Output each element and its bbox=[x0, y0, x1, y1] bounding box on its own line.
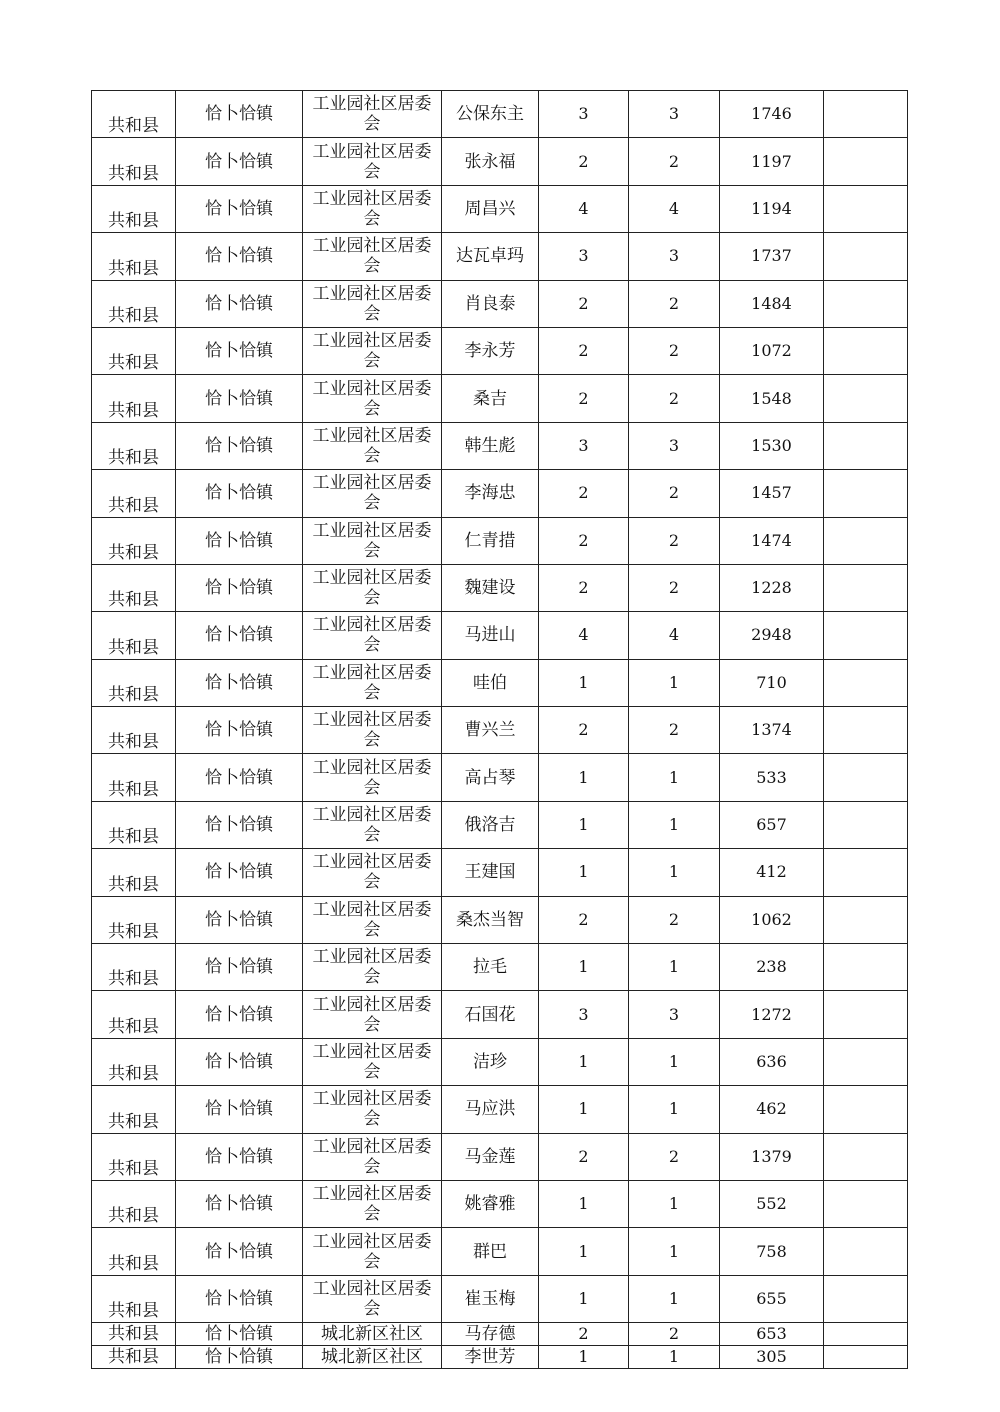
amount-cell: 412 bbox=[720, 849, 824, 896]
village-cell: 工业园社区居委会 bbox=[303, 327, 442, 374]
village-cell: 工业园社区居委会 bbox=[303, 707, 442, 754]
table-row bbox=[92, 896, 908, 943]
town-cell: 恰卜恰镇 bbox=[176, 659, 303, 706]
household-count-cell: 2 bbox=[539, 564, 629, 611]
county-cell: 共和县 bbox=[92, 1346, 176, 1369]
table-row bbox=[92, 1180, 908, 1227]
note-cell bbox=[824, 375, 908, 422]
note-cell bbox=[824, 944, 908, 991]
county-cell: 共和县 bbox=[92, 564, 176, 611]
person-count-cell: 3 bbox=[629, 233, 720, 280]
person-count-cell: 3 bbox=[629, 422, 720, 469]
person-count-cell: 2 bbox=[629, 375, 720, 422]
amount-cell: 710 bbox=[720, 659, 824, 706]
note-cell bbox=[824, 1275, 908, 1322]
name-cell: 李永芳 bbox=[442, 327, 539, 374]
town-cell: 恰卜恰镇 bbox=[176, 233, 303, 280]
amount-cell: 1379 bbox=[720, 1133, 824, 1180]
town-cell: 恰卜恰镇 bbox=[176, 1275, 303, 1322]
amount-cell: 2948 bbox=[720, 612, 824, 659]
note-cell bbox=[824, 422, 908, 469]
note-cell bbox=[824, 470, 908, 517]
table-row bbox=[92, 707, 908, 754]
town-cell: 恰卜恰镇 bbox=[176, 138, 303, 185]
person-count-cell: 2 bbox=[629, 327, 720, 374]
town-cell: 恰卜恰镇 bbox=[176, 1180, 303, 1227]
town-cell: 恰卜恰镇 bbox=[176, 1323, 303, 1346]
person-count-cell: 3 bbox=[629, 991, 720, 1038]
county-cell: 共和县 bbox=[92, 896, 176, 943]
person-count-cell: 2 bbox=[629, 470, 720, 517]
amount-cell: 1197 bbox=[720, 138, 824, 185]
amount-cell: 238 bbox=[720, 944, 824, 991]
town-cell: 恰卜恰镇 bbox=[176, 1038, 303, 1085]
amount-cell: 1474 bbox=[720, 517, 824, 564]
amount-cell: 305 bbox=[720, 1346, 824, 1369]
name-cell: 高占琴 bbox=[442, 754, 539, 801]
village-cell: 工业园社区居委会 bbox=[303, 1180, 442, 1227]
village-cell: 工业园社区居委会 bbox=[303, 1133, 442, 1180]
village-cell: 工业园社区居委会 bbox=[303, 91, 442, 138]
household-count-cell: 2 bbox=[539, 327, 629, 374]
county-cell: 共和县 bbox=[92, 91, 176, 138]
town-cell: 恰卜恰镇 bbox=[176, 944, 303, 991]
village-cell: 工业园社区居委会 bbox=[303, 1275, 442, 1322]
county-cell: 共和县 bbox=[92, 849, 176, 896]
amount-cell: 552 bbox=[720, 1180, 824, 1227]
town-cell: 恰卜恰镇 bbox=[176, 422, 303, 469]
note-cell bbox=[824, 1346, 908, 1369]
village-cell: 工业园社区居委会 bbox=[303, 280, 442, 327]
person-count-cell: 2 bbox=[629, 280, 720, 327]
name-cell: 肖良泰 bbox=[442, 280, 539, 327]
person-count-cell: 1 bbox=[629, 754, 720, 801]
name-cell: 马存德 bbox=[442, 1323, 539, 1346]
name-cell: 哇伯 bbox=[442, 659, 539, 706]
county-cell: 共和县 bbox=[92, 991, 176, 1038]
household-count-cell: 3 bbox=[539, 91, 629, 138]
amount-cell: 533 bbox=[720, 754, 824, 801]
county-cell: 共和县 bbox=[92, 138, 176, 185]
village-cell: 工业园社区居委会 bbox=[303, 375, 442, 422]
table-row bbox=[92, 754, 908, 801]
household-count-cell: 1 bbox=[539, 849, 629, 896]
household-count-cell: 2 bbox=[539, 280, 629, 327]
table-row bbox=[92, 801, 908, 848]
name-cell: 桑吉 bbox=[442, 375, 539, 422]
town-cell: 恰卜恰镇 bbox=[176, 327, 303, 374]
table-row bbox=[92, 233, 908, 280]
person-count-cell: 1 bbox=[629, 1038, 720, 1085]
person-count-cell: 2 bbox=[629, 564, 720, 611]
village-cell: 工业园社区居委会 bbox=[303, 1086, 442, 1133]
household-count-cell: 2 bbox=[539, 375, 629, 422]
village-cell: 工业园社区居委会 bbox=[303, 659, 442, 706]
note-cell bbox=[824, 754, 908, 801]
household-count-cell: 3 bbox=[539, 991, 629, 1038]
note-cell bbox=[824, 801, 908, 848]
household-count-cell: 1 bbox=[539, 659, 629, 706]
table-row bbox=[92, 991, 908, 1038]
village-cell: 工业园社区居委会 bbox=[303, 1228, 442, 1275]
household-count-cell: 1 bbox=[539, 1180, 629, 1227]
table-row bbox=[92, 1038, 908, 1085]
county-cell: 共和县 bbox=[92, 1275, 176, 1322]
amount-cell: 758 bbox=[720, 1228, 824, 1275]
table-row bbox=[92, 280, 908, 327]
county-cell: 共和县 bbox=[92, 422, 176, 469]
person-count-cell: 2 bbox=[629, 707, 720, 754]
household-count-cell: 1 bbox=[539, 1038, 629, 1085]
table-row bbox=[92, 1323, 908, 1346]
name-cell: 达瓦卓玛 bbox=[442, 233, 539, 280]
county-cell: 共和县 bbox=[92, 1180, 176, 1227]
town-cell: 恰卜恰镇 bbox=[176, 470, 303, 517]
note-cell bbox=[824, 517, 908, 564]
note-cell bbox=[824, 896, 908, 943]
village-cell: 工业园社区居委会 bbox=[303, 517, 442, 564]
note-cell bbox=[824, 1086, 908, 1133]
person-count-cell: 3 bbox=[629, 91, 720, 138]
name-cell: 张永福 bbox=[442, 138, 539, 185]
town-cell: 恰卜恰镇 bbox=[176, 1133, 303, 1180]
town-cell: 恰卜恰镇 bbox=[176, 280, 303, 327]
table-row bbox=[92, 1228, 908, 1275]
table-row bbox=[92, 1275, 908, 1322]
town-cell: 恰卜恰镇 bbox=[176, 91, 303, 138]
household-count-cell: 2 bbox=[539, 517, 629, 564]
table-row bbox=[92, 564, 908, 611]
village-cell: 城北新区社区 bbox=[303, 1323, 442, 1346]
name-cell: 拉毛 bbox=[442, 944, 539, 991]
household-count-cell: 2 bbox=[539, 470, 629, 517]
note-cell bbox=[824, 612, 908, 659]
table-row bbox=[92, 470, 908, 517]
household-count-cell: 3 bbox=[539, 233, 629, 280]
household-count-cell: 4 bbox=[539, 185, 629, 232]
person-count-cell: 2 bbox=[629, 138, 720, 185]
household-count-cell: 2 bbox=[539, 1133, 629, 1180]
name-cell: 群巴 bbox=[442, 1228, 539, 1275]
village-cell: 工业园社区居委会 bbox=[303, 991, 442, 1038]
table-row bbox=[92, 185, 908, 232]
name-cell: 桑杰当智 bbox=[442, 896, 539, 943]
county-cell: 共和县 bbox=[92, 280, 176, 327]
note-cell bbox=[824, 1180, 908, 1227]
county-cell: 共和县 bbox=[92, 375, 176, 422]
amount-cell: 657 bbox=[720, 801, 824, 848]
amount-cell: 1228 bbox=[720, 564, 824, 611]
town-cell: 恰卜恰镇 bbox=[176, 1086, 303, 1133]
person-count-cell: 1 bbox=[629, 801, 720, 848]
village-cell: 工业园社区居委会 bbox=[303, 422, 442, 469]
person-count-cell: 1 bbox=[629, 659, 720, 706]
town-cell: 恰卜恰镇 bbox=[176, 564, 303, 611]
amount-cell: 1737 bbox=[720, 233, 824, 280]
town-cell: 恰卜恰镇 bbox=[176, 185, 303, 232]
note-cell bbox=[824, 138, 908, 185]
person-count-cell: 1 bbox=[629, 849, 720, 896]
village-cell: 工业园社区居委会 bbox=[303, 754, 442, 801]
name-cell: 马金莲 bbox=[442, 1133, 539, 1180]
table-row bbox=[92, 1086, 908, 1133]
person-count-cell: 2 bbox=[629, 896, 720, 943]
note-cell bbox=[824, 91, 908, 138]
village-cell: 工业园社区居委会 bbox=[303, 233, 442, 280]
household-count-cell: 2 bbox=[539, 1323, 629, 1346]
name-cell: 李世芳 bbox=[442, 1346, 539, 1369]
person-count-cell: 1 bbox=[629, 944, 720, 991]
name-cell: 周昌兴 bbox=[442, 185, 539, 232]
county-cell: 共和县 bbox=[92, 233, 176, 280]
household-count-cell: 4 bbox=[539, 612, 629, 659]
note-cell bbox=[824, 280, 908, 327]
county-cell: 共和县 bbox=[92, 517, 176, 564]
person-count-cell: 2 bbox=[629, 1323, 720, 1346]
table-row bbox=[92, 327, 908, 374]
county-cell: 共和县 bbox=[92, 944, 176, 991]
name-cell: 姚睿雅 bbox=[442, 1180, 539, 1227]
amount-cell: 1374 bbox=[720, 707, 824, 754]
town-cell: 恰卜恰镇 bbox=[176, 517, 303, 564]
county-cell: 共和县 bbox=[92, 612, 176, 659]
county-cell: 共和县 bbox=[92, 1038, 176, 1085]
town-cell: 恰卜恰镇 bbox=[176, 896, 303, 943]
name-cell: 仁青措 bbox=[442, 517, 539, 564]
town-cell: 恰卜恰镇 bbox=[176, 754, 303, 801]
amount-cell: 636 bbox=[720, 1038, 824, 1085]
household-count-cell: 2 bbox=[539, 707, 629, 754]
person-count-cell: 2 bbox=[629, 517, 720, 564]
village-cell: 工业园社区居委会 bbox=[303, 1038, 442, 1085]
household-count-cell: 1 bbox=[539, 944, 629, 991]
name-cell: 王建国 bbox=[442, 849, 539, 896]
note-cell bbox=[824, 707, 908, 754]
amount-cell: 1457 bbox=[720, 470, 824, 517]
note-cell bbox=[824, 991, 908, 1038]
county-cell: 共和县 bbox=[92, 801, 176, 848]
county-cell: 共和县 bbox=[92, 327, 176, 374]
name-cell: 崔玉梅 bbox=[442, 1275, 539, 1322]
table-row bbox=[92, 138, 908, 185]
county-cell: 共和县 bbox=[92, 659, 176, 706]
person-count-cell: 4 bbox=[629, 612, 720, 659]
town-cell: 恰卜恰镇 bbox=[176, 707, 303, 754]
name-cell: 魏建设 bbox=[442, 564, 539, 611]
table-body bbox=[92, 91, 908, 1369]
household-count-cell: 1 bbox=[539, 1275, 629, 1322]
amount-cell: 1272 bbox=[720, 991, 824, 1038]
note-cell bbox=[824, 1133, 908, 1180]
amount-cell: 1484 bbox=[720, 280, 824, 327]
note-cell bbox=[824, 1228, 908, 1275]
amount-cell: 1746 bbox=[720, 91, 824, 138]
name-cell: 李海忠 bbox=[442, 470, 539, 517]
amount-cell: 655 bbox=[720, 1275, 824, 1322]
village-cell: 工业园社区居委会 bbox=[303, 185, 442, 232]
person-count-cell: 1 bbox=[629, 1228, 720, 1275]
village-cell: 工业园社区居委会 bbox=[303, 564, 442, 611]
household-count-cell: 1 bbox=[539, 1228, 629, 1275]
note-cell bbox=[824, 1323, 908, 1346]
county-cell: 共和县 bbox=[92, 754, 176, 801]
household-count-cell: 1 bbox=[539, 801, 629, 848]
table-row bbox=[92, 91, 908, 138]
household-count-cell: 1 bbox=[539, 754, 629, 801]
name-cell: 韩生彪 bbox=[442, 422, 539, 469]
table-row bbox=[92, 612, 908, 659]
household-count-cell: 2 bbox=[539, 138, 629, 185]
note-cell bbox=[824, 185, 908, 232]
village-cell: 工业园社区居委会 bbox=[303, 138, 442, 185]
county-cell: 共和县 bbox=[92, 1133, 176, 1180]
person-count-cell: 1 bbox=[629, 1180, 720, 1227]
town-cell: 恰卜恰镇 bbox=[176, 612, 303, 659]
amount-cell: 1194 bbox=[720, 185, 824, 232]
person-count-cell: 4 bbox=[629, 185, 720, 232]
village-cell: 工业园社区居委会 bbox=[303, 470, 442, 517]
village-cell: 城北新区社区 bbox=[303, 1346, 442, 1369]
person-count-cell: 2 bbox=[629, 1133, 720, 1180]
county-cell: 共和县 bbox=[92, 185, 176, 232]
village-cell: 工业园社区居委会 bbox=[303, 612, 442, 659]
note-cell bbox=[824, 564, 908, 611]
table-row bbox=[92, 1346, 908, 1369]
person-count-cell: 1 bbox=[629, 1086, 720, 1133]
note-cell bbox=[824, 1038, 908, 1085]
village-cell: 工业园社区居委会 bbox=[303, 896, 442, 943]
amount-cell: 1548 bbox=[720, 375, 824, 422]
town-cell: 恰卜恰镇 bbox=[176, 375, 303, 422]
table-row bbox=[92, 944, 908, 991]
table-row bbox=[92, 849, 908, 896]
county-cell: 共和县 bbox=[92, 707, 176, 754]
note-cell bbox=[824, 233, 908, 280]
note-cell bbox=[824, 659, 908, 706]
county-cell: 共和县 bbox=[92, 1086, 176, 1133]
county-cell: 共和县 bbox=[92, 470, 176, 517]
amount-cell: 462 bbox=[720, 1086, 824, 1133]
name-cell: 石国花 bbox=[442, 991, 539, 1038]
county-cell: 共和县 bbox=[92, 1323, 176, 1346]
table-row bbox=[92, 1133, 908, 1180]
town-cell: 恰卜恰镇 bbox=[176, 1346, 303, 1369]
town-cell: 恰卜恰镇 bbox=[176, 991, 303, 1038]
table-row bbox=[92, 422, 908, 469]
name-cell: 马应洪 bbox=[442, 1086, 539, 1133]
amount-cell: 1072 bbox=[720, 327, 824, 374]
town-cell: 恰卜恰镇 bbox=[176, 849, 303, 896]
village-cell: 工业园社区居委会 bbox=[303, 944, 442, 991]
name-cell: 洁珍 bbox=[442, 1038, 539, 1085]
person-count-cell: 1 bbox=[629, 1346, 720, 1369]
data-table bbox=[91, 90, 908, 1369]
table-row bbox=[92, 659, 908, 706]
table-row bbox=[92, 517, 908, 564]
note-cell bbox=[824, 849, 908, 896]
amount-cell: 1530 bbox=[720, 422, 824, 469]
county-cell: 共和县 bbox=[92, 1228, 176, 1275]
household-count-cell: 2 bbox=[539, 896, 629, 943]
name-cell: 曹兴兰 bbox=[442, 707, 539, 754]
amount-cell: 653 bbox=[720, 1323, 824, 1346]
town-cell: 恰卜恰镇 bbox=[176, 1228, 303, 1275]
amount-cell: 1062 bbox=[720, 896, 824, 943]
town-cell: 恰卜恰镇 bbox=[176, 801, 303, 848]
household-count-cell: 1 bbox=[539, 1086, 629, 1133]
name-cell: 马进山 bbox=[442, 612, 539, 659]
table-row bbox=[92, 375, 908, 422]
village-cell: 工业园社区居委会 bbox=[303, 801, 442, 848]
name-cell: 公保东主 bbox=[442, 91, 539, 138]
name-cell: 俄洛吉 bbox=[442, 801, 539, 848]
note-cell bbox=[824, 327, 908, 374]
village-cell: 工业园社区居委会 bbox=[303, 849, 442, 896]
household-count-cell: 1 bbox=[539, 1346, 629, 1369]
person-count-cell: 1 bbox=[629, 1275, 720, 1322]
household-count-cell: 3 bbox=[539, 422, 629, 469]
